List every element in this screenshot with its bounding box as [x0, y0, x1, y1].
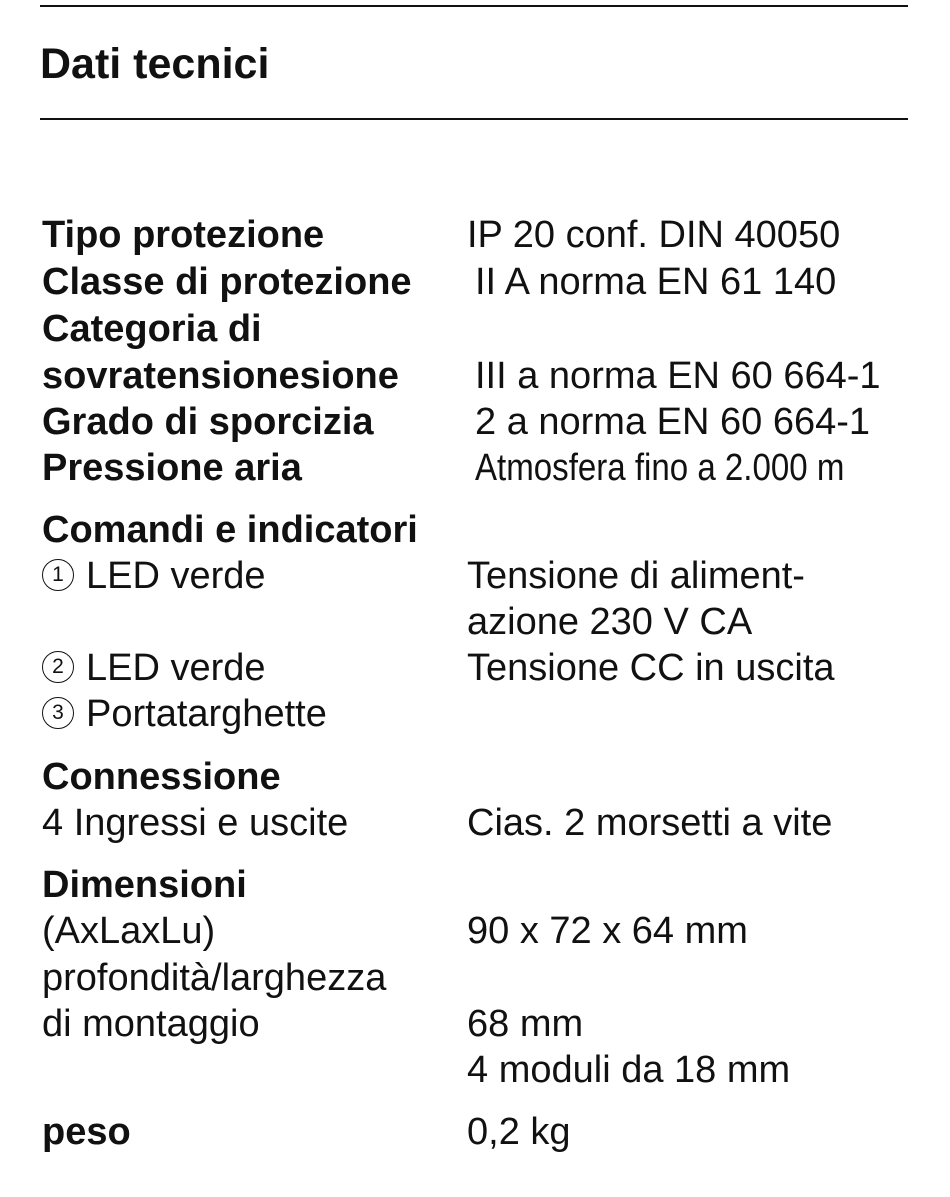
spec-value: II A norma EN 61 140 [475, 261, 837, 303]
dimensioni-label: profondità/larghezza [42, 957, 387, 999]
indicator-value: Tensione di aliment- [467, 555, 805, 597]
spec-label: Classe di protezione [42, 261, 412, 303]
indicator-row-2 [0, 645, 950, 692]
spec-label: Grado di sporcizia [42, 401, 374, 443]
section-heading: Connessione [42, 756, 281, 798]
number-circle-3: 3 [42, 697, 74, 729]
spec-label: sovratensionesione [42, 355, 399, 397]
dimensioni-row-montaggio-2 [0, 1001, 950, 1048]
spec-row-classe [0, 259, 950, 306]
indicator-row-1 [0, 553, 950, 600]
spec-row-grado [0, 399, 950, 446]
indicator-label: 1 LED verde [42, 553, 266, 600]
spec-row-pressione [0, 445, 950, 492]
number-circle-2: 2 [42, 651, 74, 683]
dimensioni-row-montaggio-1 [0, 955, 950, 1002]
page-title: Dati tecnici [40, 40, 270, 88]
spec-row-tipo [0, 212, 950, 259]
indicator-value: azione 230 V CA [467, 601, 753, 643]
connessione-value: Cias. 2 morsetti a vite [467, 802, 833, 844]
spec-value: III a norma EN 60 664-1 [475, 355, 881, 397]
indicator-value: Tensione CC in uscita [467, 647, 835, 689]
indicator-label: 3 Portatarghette [42, 691, 327, 738]
spec-label: Tipo protezione [42, 214, 325, 256]
dimensioni-row-axlalu [0, 908, 950, 955]
dimensioni-value: 68 mm [467, 1003, 584, 1045]
peso-value: 0,2 kg [467, 1111, 571, 1153]
section-heading-dimensioni [0, 862, 950, 909]
spec-value: 2 a norma EN 60 664-1 [475, 401, 871, 443]
number-circle-1: 1 [42, 559, 74, 591]
indicator-row-3 [0, 691, 950, 738]
spec-value: IP 20 conf. DIN 40050 [467, 214, 841, 256]
dimensioni-row-moduli [0, 1047, 950, 1094]
section-heading-connessione [0, 754, 950, 801]
spec-row-categoria-2 [0, 353, 950, 400]
connessione-label: 4 Ingressi e uscite [42, 802, 349, 844]
connessione-row [0, 800, 950, 847]
indicator-row-1-cont [0, 599, 950, 646]
dimensioni-value: 4 moduli da 18 mm [467, 1049, 791, 1091]
peso-row [0, 1109, 950, 1156]
dimensioni-label: (AxLaxLu) [42, 910, 216, 952]
dimensioni-value: 90 x 72 x 64 mm [467, 910, 748, 952]
section-heading: Comandi e indicatori [42, 509, 418, 551]
spec-row-categoria-1 [0, 306, 950, 353]
peso-label: peso [42, 1111, 131, 1153]
spec-value: Atmosfera fino a 2.000 m [475, 447, 845, 489]
dimensioni-label: di montaggio [42, 1003, 260, 1045]
section-heading-comandi [0, 507, 950, 554]
top-divider [40, 5, 908, 7]
indicator-label: 2 LED verde [42, 645, 266, 692]
title-divider [40, 118, 908, 120]
section-heading: Dimensioni [42, 864, 247, 906]
spec-label: Categoria di [42, 308, 262, 350]
spec-label: Pressione aria [42, 447, 302, 489]
